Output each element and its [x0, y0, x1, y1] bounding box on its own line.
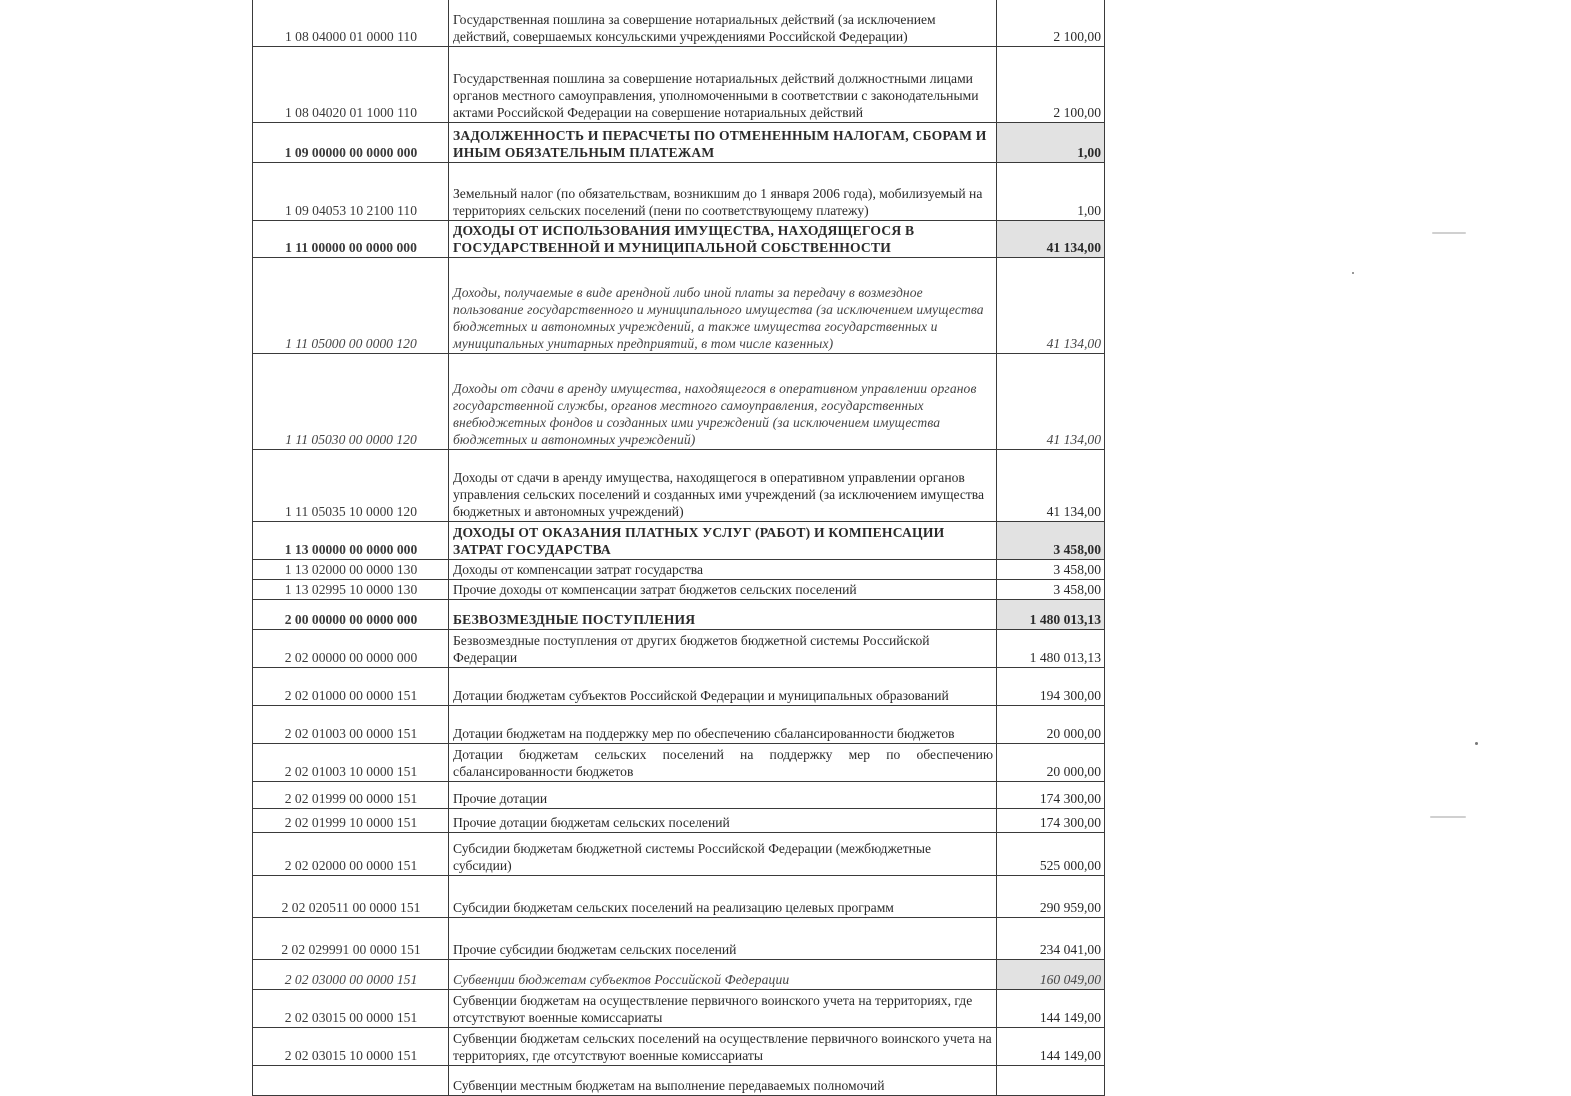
classification-code: 2 02 03015 10 0000 151 — [253, 1028, 449, 1066]
revenue-description: Прочие субсидии бюджетам сельских поселений — [449, 918, 997, 960]
table-row — [253, 354, 1105, 450]
amount-value: 144 149,00 — [997, 990, 1105, 1028]
amount-value: 1,00 — [997, 163, 1105, 221]
revenue-description: ДОХОДЫ ОТ ИСПОЛЬЗОВАНИЯ ИМУЩЕСТВА, НАХОДЯЩЕГОСЯ В ГОСУДАРСТВЕННОЙ И МУНИЦИПАЛЬНОЙ СОБСТВЕННОСТИ — [449, 221, 997, 258]
revenue-description: Дотации бюджетам на поддержку мер по обеспечению сбалансированности бюджетов — [449, 706, 997, 744]
amount-value: 3 458,00 — [997, 560, 1105, 580]
table-row — [253, 782, 1105, 809]
classification-code: 2 02 01003 00 0000 151 — [253, 706, 449, 744]
binder-hole-mark — [1432, 232, 1466, 234]
table-row — [253, 47, 1105, 123]
classification-code: 2 02 00000 00 0000 000 — [253, 630, 449, 668]
amount-value: 41 134,00 — [997, 450, 1105, 522]
amount-value: 2 100,00 — [997, 0, 1105, 47]
table-row — [253, 990, 1105, 1028]
revenue-description: Земельный налог (по обязательствам, возникшим до 1 января 2006 года), мобилизуемый на территориях сельских поселений (пени по соответствующему платежу) — [449, 163, 997, 221]
amount-value: 290 959,00 — [997, 876, 1105, 918]
scan-speck — [1352, 272, 1354, 274]
classification-code: 2 02 01999 10 0000 151 — [253, 809, 449, 833]
revenue-description: Безвозмездные поступления от других бюджетов бюджетной системы Российской Федерации — [449, 630, 997, 668]
revenue-description: Субсидии бюджетам сельских поселений на реализацию целевых программ — [449, 876, 997, 918]
amount-value: 234 041,00 — [997, 918, 1105, 960]
classification-code: 2 00 00000 00 0000 000 — [253, 600, 449, 630]
table-row — [253, 630, 1105, 668]
classification-code: 1 09 04053 10 2100 110 — [253, 163, 449, 221]
table-row — [253, 522, 1105, 560]
table-row — [253, 258, 1105, 354]
revenue-description: Субвенции бюджетам на осуществление первичного воинского учета на территориях, где отсутствуют военные комиссариаты — [449, 990, 997, 1028]
revenue-description: Прочие дотации — [449, 782, 997, 809]
table-row — [253, 918, 1105, 960]
table-row — [253, 163, 1105, 221]
revenue-description: Субвенции местным бюджетам на выполнение передаваемых полномочий — [449, 1066, 997, 1096]
revenue-description: БЕЗВОЗМЕЗДНЫЕ ПОСТУПЛЕНИЯ — [449, 600, 997, 630]
classification-code: 2 02 01003 10 0000 151 — [253, 744, 449, 782]
revenue-description: Субвенции бюджетам сельских поселений на осуществление первичного воинского учета на территориях, где отсутствуют военные комиссариаты — [449, 1028, 997, 1066]
amount-value: 1,00 — [997, 123, 1105, 163]
revenue-description: Доходы от сдачи в аренду имущества, находящегося в оперативном управлении органов управления сельских поселений и созданных ими учреждений (за исключением имущества бюджетных и автономных учреждений) — [449, 450, 997, 522]
classification-code: 2 02 03015 00 0000 151 — [253, 990, 449, 1028]
revenue-description: Дотации бюджетам субъектов Российской Федерации и муниципальных образований — [449, 668, 997, 706]
classification-code: 1 11 00000 00 0000 000 — [253, 221, 449, 258]
table-row — [253, 809, 1105, 833]
amount-value: 144 149,00 — [997, 1028, 1105, 1066]
revenue-description: Субвенции бюджетам субъектов Российской Федерации — [449, 960, 997, 990]
amount-value: 174 300,00 — [997, 809, 1105, 833]
binder-hole-mark — [1430, 816, 1466, 818]
revenue-description: Доходы, получаемые в виде арендной либо иной платы за передачу в возмездное пользование государственного и муниципального имущества (за исключением имущества бюджетных и автономных учреждений, а также имущества государственных и муниципальных унитарных предприятий, в том числе казенных) — [449, 258, 997, 354]
classification-code: 2 02 01999 00 0000 151 — [253, 782, 449, 809]
amount-value: 174 300,00 — [997, 782, 1105, 809]
amount-value: 3 458,00 — [997, 580, 1105, 600]
amount-value: 1 480 013,13 — [997, 630, 1105, 668]
classification-code: 1 11 05000 00 0000 120 — [253, 258, 449, 354]
classification-code: 1 11 05035 10 0000 120 — [253, 450, 449, 522]
amount-value: 41 134,00 — [997, 221, 1105, 258]
revenue-description: Прочие доходы от компенсации затрат бюджетов сельских поселений — [449, 580, 997, 600]
table-row — [253, 600, 1105, 630]
table-row — [253, 580, 1105, 600]
table-row — [253, 450, 1105, 522]
amount-value: 41 134,00 — [997, 354, 1105, 450]
amount-value: 41 134,00 — [997, 258, 1105, 354]
amount-value: 160 049,00 — [997, 960, 1105, 990]
revenue-description: Дотации бюджетам сельских поселений на поддержку мер по обеспечению сбалансированности бюджетов — [449, 744, 997, 782]
amount-value: 20 000,00 — [997, 744, 1105, 782]
table-body — [253, 0, 1105, 1096]
revenue-description: Доходы от компенсации затрат государства — [449, 560, 997, 580]
table-row — [253, 123, 1105, 163]
revenue-description: ДОХОДЫ ОТ ОКАЗАНИЯ ПЛАТНЫХ УСЛУГ (РАБОТ) И КОМПЕНСАЦИИ ЗАТРАТ ГОСУДАРСТВА — [449, 522, 997, 560]
classification-code: 1 13 02000 00 0000 130 — [253, 560, 449, 580]
table-row — [253, 744, 1105, 782]
classification-code: 1 13 00000 00 0000 000 — [253, 522, 449, 560]
revenue-description: Прочие дотации бюджетам сельских поселений — [449, 809, 997, 833]
table-row — [253, 560, 1105, 580]
amount-value: 20 000,00 — [997, 706, 1105, 744]
revenue-description: Государственная пошлина за совершение нотариальных действий должностными лицами органов местного самоуправления, уполномоченными в соответствии с законодательными актами Российской Федерации на совершение нотариальных действий — [449, 47, 997, 123]
revenue-description: Государственная пошлина за совершение нотариальных действий (за исключением действий, совершаемых консульскими учреждениями Российской Федерации) — [449, 0, 997, 47]
amount-value: 2 100,00 — [997, 47, 1105, 123]
amount-value: 3 458,00 — [997, 522, 1105, 560]
amount-value: 194 300,00 — [997, 668, 1105, 706]
table-row — [253, 0, 1105, 47]
revenue-description: Доходы от сдачи в аренду имущества, находящегося в оперативном управлении органов государственной службы, органов местного самоуправления, государственных внебюджетных фондов и созданных ими учреждений (за исключением имущества бюджетных и автономных учреждений) — [449, 354, 997, 450]
budget-revenue-table — [252, 0, 1105, 1096]
classification-code: 2 02 020511 00 0000 151 — [253, 876, 449, 918]
amount-value: 525 000,00 — [997, 833, 1105, 876]
classification-code: 1 08 04020 01 1000 110 — [253, 47, 449, 123]
table-row — [253, 1066, 1105, 1096]
classification-code: 1 13 02995 10 0000 130 — [253, 580, 449, 600]
classification-code: 2 02 03000 00 0000 151 — [253, 960, 449, 990]
classification-code: 1 08 04000 01 0000 110 — [253, 0, 449, 47]
classification-code — [253, 1066, 449, 1096]
table-row — [253, 221, 1105, 258]
table-row — [253, 960, 1105, 990]
amount-value: 1 480 013,13 — [997, 600, 1105, 630]
table-row — [253, 668, 1105, 706]
amount-value — [997, 1066, 1105, 1096]
classification-code: 2 02 01000 00 0000 151 — [253, 668, 449, 706]
revenue-description: ЗАДОЛЖЕННОСТЬ И ПЕРАСЧЕТЫ ПО ОТМЕНЕННЫМ НАЛОГАМ, СБОРАМ И ИНЫМ ОБЯЗАТЕЛЬНЫМ ПЛАТЕЖАМ — [449, 123, 997, 163]
table-row — [253, 876, 1105, 918]
table-row — [253, 833, 1105, 876]
classification-code: 2 02 02000 00 0000 151 — [253, 833, 449, 876]
table-row — [253, 1028, 1105, 1066]
table-row — [253, 706, 1105, 744]
classification-code: 2 02 029991 00 0000 151 — [253, 918, 449, 960]
scan-speck — [1475, 742, 1478, 745]
classification-code: 1 11 05030 00 0000 120 — [253, 354, 449, 450]
revenue-description: Субсидии бюджетам бюджетной системы Российской Федерации (межбюджетные субсидии) — [449, 833, 997, 876]
classification-code: 1 09 00000 00 0000 000 — [253, 123, 449, 163]
